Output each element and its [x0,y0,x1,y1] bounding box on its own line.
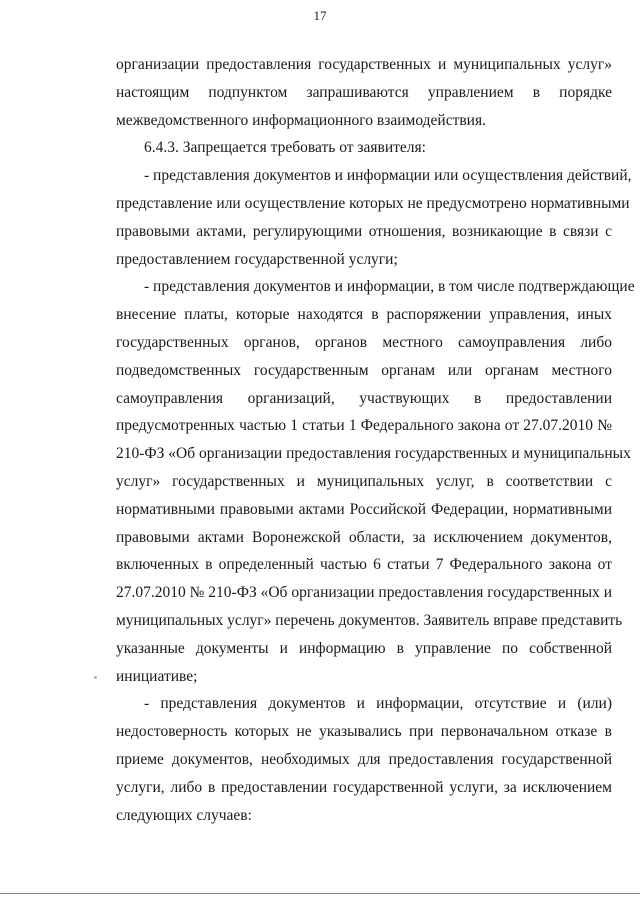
text-line: - представления документов и информации, в том числе подтверждающие [144,278,635,296]
text-line: - представления документов и информации, отсутствие и (или) [144,695,612,713]
text-line: 27.07.2010 № 210-ФЗ «Об организации предоставления государственных и [116,584,612,602]
text-line: представление или осуществление которых не предусмотрено нормативными [116,194,630,212]
text-line: нормативными правовыми актами Российской Федерации, нормативными [116,500,612,518]
text-line: - представления документов и информации или осуществления действий, [144,167,632,185]
text-line: организации предоставления государственных и муниципальных услуг» [116,56,612,73]
text-line: услуг» государственных и муниципальных услуг, в соответствии с [116,472,612,490]
text-line: недостоверность которых не указывались при первоначальном отказе в [116,723,612,741]
text-line: государственных органов, органов местного самоуправления либо [116,333,612,351]
text-line: внесение платы, которые находятся в распоряжении управления, иных [116,306,612,324]
text-line: муниципальных услуг» перечень документов. Заявитель вправе представить [116,611,623,629]
text-line: включенных в определенный частью 6 статьи 7 Федерального закона от [116,556,612,574]
document-body [116,51,635,829]
text-line: настоящим подпунктом запрашиваются управлением в порядке [116,83,612,101]
text-line: приеме документов, необходимых для предоставления государственной [116,750,612,768]
text-line: правовыми актами Воронежской области, за исключением документов, [116,528,612,546]
text-line: предоставлением государственной услуги; [116,250,398,268]
text-line: самоуправления организаций, участвующих в предоставлении [116,389,612,407]
page-number: 17 [313,8,327,23]
text-line: предусмотренных частью 1 статьи 1 Федерального закона от 27.07.2010 № [116,417,612,435]
text-line: 6.4.3. Запрещается требовать от заявителя: [144,139,426,157]
text-line: межведомственного информационного взаимодействия. [116,111,486,129]
bottom-rule [0,893,640,894]
text-line: 210-ФЗ «Об организации предоставления государственных и муниципальных [116,445,631,463]
text-line: следующих случаев: [116,806,252,824]
scan-artifact [94,676,97,679]
text-line: инициативе; [116,667,198,685]
text-line: указанные документы и информацию в управление по собственной [116,639,612,657]
text-line: услуги, либо в предоставлении государственной услуги, за исключением [116,778,612,796]
text-line: подведомственных государственным органам или органам местного [116,361,612,379]
text-line: правовыми актами, регулирующими отношения, возникающие в связи с [116,222,612,240]
